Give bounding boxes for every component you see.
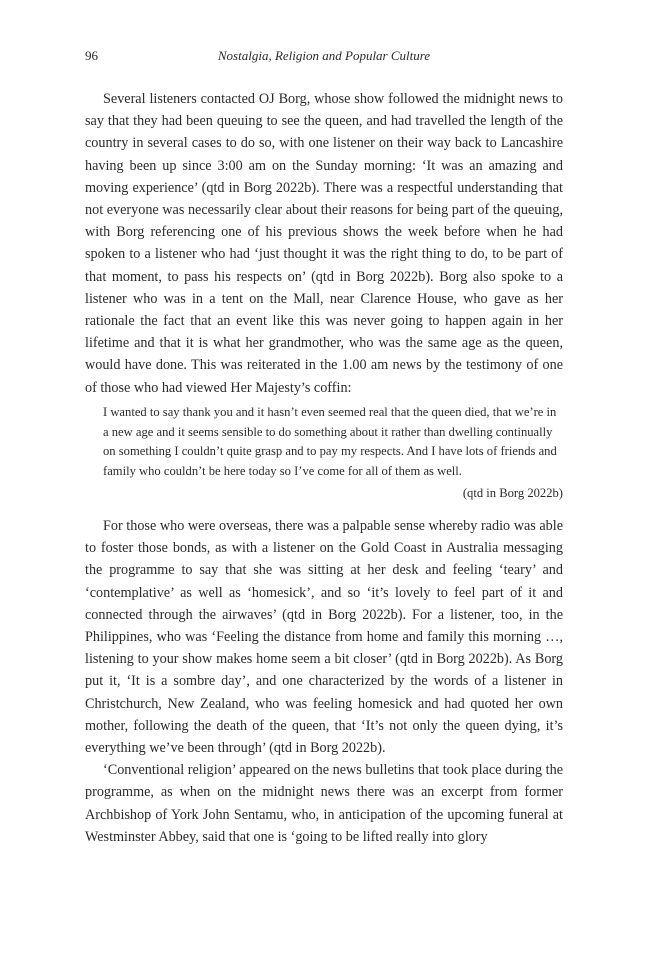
paragraph: Several listeners contacted OJ Borg, whose show followed the midnight news to say that they had been queuing to see the queen, and had travelled the length of the country in several cases to do so, with one listener on their way back to Lancashire having been up since 3:00 am on the Sunday morning: ‘It was an amazing and moving experience’ (qtd in Borg 2022b). There was a respectful understanding that not everyone was necessarily clear about their reasons for being part of the queuing, with Borg referencing one of his previous shows the week before when he had spoken to a listener who had ‘just thought it was the right thing to do, to be part of that moment, to pass his respects on’ (qtd in Borg 2022b). Borg also spoke to a listener who was in a tent on the Mall, near Clarence House, who gave as her rationale the fact that an event like this was never going to happen again in her lifetime and that it is what her grandmother, who was the same age as the queen, would have done. This was reiterated in the 1.00 am news by the testimony of one of those who had viewed Her Majesty’s coffin:	[85, 91, 563, 396]
main-text	[85, 88, 563, 848]
page-number: 96	[85, 48, 98, 63]
block-quote	[103, 403, 563, 503]
paragraph: For those who were overseas, there was a palpable sense whereby radio was able to foster those bonds, as with a listener on the Gold Coast in Australia messaging the programme to say that she was sitting at her desk and feeling ‘teary’ and ‘contemplative’ as well as ‘homesick’, and so ‘it’s lovely to feel part of it and connected through the airwaves’ (qtd in Borg 2022b). For a listener, too, in the Philippines, who was ‘Feeling the distance from home and family this morning …, listening to your show makes home seem a bit closer’ (qtd in Borg 2022b). As Borg put it, ‘It is a sombre day’, and one characterized by the words of a listener in Christchurch, New Zealand, who was feeling homesick and had quoted her own mother, following the death of the queen, that ‘It’s not only the queen dying, it’s everything we’ve been through’ (qtd in Borg 2022b).	[85, 518, 563, 757]
block-quote-citation: (qtd in Borg 2022b)	[462, 486, 563, 501]
paragraph: ‘Conventional religion’ appeared on the news bulletins that took place during the programme, as when on the midnight news there was an excerpt from former Archbishop of York John Sentamu, who, in anticipation of the upcoming funeral at Westminster Abbey, said that one is ‘going to be lifted really into glory	[85, 762, 563, 845]
running-header	[85, 46, 563, 66]
block-quote-text: I wanted to say thank you and it hasn’t even seemed real that the queen died, that we’re in a new age and it seems sensible to do something about it rather than dwelling continually on something I couldn’t quite grasp and to pay my respects. And I have lots of friends and family who couldn’t be here today so I’ve come for all of them as well.	[103, 404, 557, 479]
running-title: Nostalgia, Religion and Popular Culture	[217, 48, 431, 63]
